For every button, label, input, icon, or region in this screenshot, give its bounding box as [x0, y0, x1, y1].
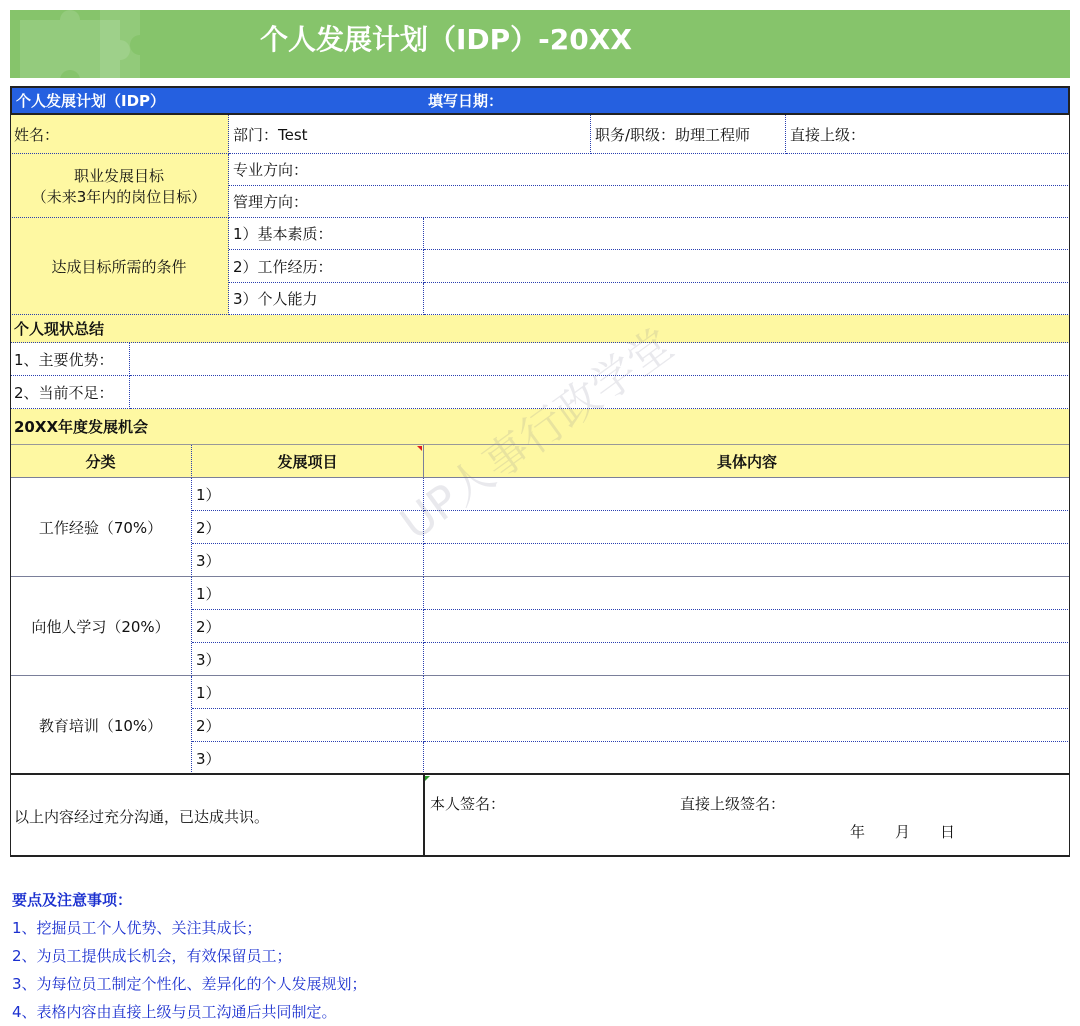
column-header-content: 具体内容 [424, 445, 1070, 478]
content-input[interactable] [424, 643, 1070, 676]
idp-form [10, 86, 1070, 857]
content-input[interactable] [424, 478, 1070, 511]
strengths-label: 1、主要优势： [10, 343, 130, 376]
category-learn-from-others: 向他人学习（20%） [10, 577, 192, 676]
title-banner [10, 10, 1070, 78]
content-input[interactable] [424, 742, 1070, 774]
fill-date-label: 填写日期： [428, 92, 504, 110]
content-input[interactable] [424, 610, 1070, 643]
status-summary-title: 个人现状总结 [10, 315, 1070, 343]
note-item: 3、为每位员工制定个性化、差异化的个人发展规划； [12, 975, 367, 993]
department-field[interactable]: 部门：Test [229, 115, 591, 154]
form-header-title: 个人发展计划（IDP） [16, 92, 166, 110]
weaknesses-input[interactable] [130, 376, 1070, 409]
content-input[interactable] [424, 577, 1070, 610]
column-header-category: 分类 [10, 445, 192, 478]
position-field[interactable]: 职务/职级：助理工程师 [591, 115, 786, 154]
day-label: 日 [940, 822, 956, 841]
column-header-project: 发展项目 [192, 445, 424, 478]
project-item[interactable]: 3） [192, 544, 424, 577]
name-field[interactable]: 姓名： [10, 115, 229, 154]
project-item[interactable]: 2） [192, 610, 424, 643]
notes-section [12, 886, 367, 1026]
condition-input-1[interactable] [424, 218, 1070, 250]
project-item[interactable]: 1） [192, 577, 424, 610]
conditions-label: 达成目标所需的条件 [10, 218, 229, 315]
consensus-statement: 以上内容经过充分沟通，已达成共识。 [14, 807, 270, 826]
note-item: 2、为员工提供成长机会，有效保留员工； [12, 947, 292, 965]
opportunities-title: 20XX年度发展机会 [10, 409, 1070, 445]
self-signature-label[interactable]: 本人签名： [430, 794, 506, 813]
notes-title: 要点及注意事项： [12, 891, 133, 909]
category-work-experience: 工作经验（70%） [10, 478, 192, 577]
strengths-input[interactable] [130, 343, 1070, 376]
project-item[interactable]: 2） [192, 511, 424, 544]
content-input[interactable] [424, 709, 1070, 742]
category-education-training: 教育培训（10%） [10, 676, 192, 774]
management-direction-field[interactable]: 管理方向： [229, 186, 1070, 218]
month-label: 月 [895, 822, 911, 841]
professional-direction-field[interactable]: 专业方向： [229, 154, 1070, 186]
condition-item-2: 2）工作经历： [229, 250, 424, 283]
weaknesses-label: 2、当前不足： [10, 376, 130, 409]
project-item[interactable]: 3） [192, 742, 424, 774]
content-input[interactable] [424, 676, 1070, 709]
project-item[interactable]: 1） [192, 478, 424, 511]
content-input[interactable] [424, 511, 1070, 544]
condition-item-1: 1）基本素质： [229, 218, 424, 250]
supervisor-signature-label[interactable]: 直接上级签名： [680, 794, 786, 813]
project-item[interactable]: 2） [192, 709, 424, 742]
year-label: 年 [850, 822, 866, 841]
condition-item-3: 3）个人能力 [229, 283, 424, 315]
condition-input-2[interactable] [424, 250, 1070, 283]
note-item: 1、挖掘员工个人优势、关注其成长； [12, 919, 262, 937]
career-goal-label: 职业发展目标 （未来3年内的岗位目标） [10, 154, 229, 218]
project-item[interactable]: 1） [192, 676, 424, 709]
form-header-bar [10, 88, 1070, 115]
project-item[interactable]: 3） [192, 643, 424, 676]
supervisor-field[interactable]: 直接上级： [786, 115, 1070, 154]
condition-input-3[interactable] [424, 283, 1070, 315]
note-item: 4、表格内容由直接上级与员工沟通后共同制定。 [12, 1003, 337, 1021]
page-title: 个人发展计划（IDP）-20XX [260, 23, 632, 56]
content-input[interactable] [424, 544, 1070, 577]
